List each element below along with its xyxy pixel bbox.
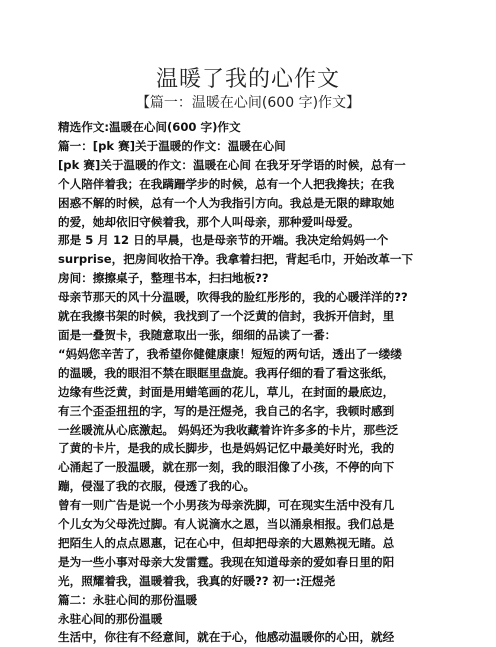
text-line: 个儿女为父母洗过脚。有人说滴水之恩，当以涌泉相报。我们总是: [58, 517, 395, 532]
text-line: 的爱，她却依旧守候着我，那个人叫母亲，那种爱叫母爱。: [58, 214, 360, 229]
document-subtitle: 【篇一：温暖在心间(600 字)作文】: [135, 95, 361, 111]
text-line: 精选作文:温暖在心间(600 字)作文: [58, 120, 241, 134]
text-line: 心涌起了一股温暖，就在那一刻，我的眼泪像了小孩，不停的向下: [58, 460, 395, 475]
text-line: 永驻心间的那份温暖: [58, 611, 163, 626]
text-line: 母亲节那天的风十分温暖，吹得我的脸红彤彤的，我的心暖洋洋的??: [58, 290, 408, 305]
text-line: 房间：擦擦桌子，整理书本，扫扫地板??: [58, 271, 269, 286]
text-line: “妈妈您辛苦了，我希望你健健康康！短短的两句话，透出了一缕缕: [58, 346, 402, 361]
text-line: 那是 5 月 12 日的早晨，也是母亲节的开端。我决定给妈妈一个: [58, 233, 389, 248]
document-title: 温暖了我的心作文: [155, 67, 340, 92]
text-line: 蹦，侵湿了我的衣服，侵透了我的心。: [58, 479, 256, 494]
text-line: 把陌生人的点点恩惠，记在心中，但却把母亲的大恩熟视无睹。总: [58, 535, 395, 550]
text-line: 篇二：永驻心间的那份温暖: [58, 592, 198, 607]
document-body: [58, 118, 440, 647]
text-line: 了黄的卡片，是我的成长脚步，也是妈妈记忆中最美好时光，我的: [58, 441, 395, 456]
text-line: surprise，把房间收拾干净。我拿着扫把，背起毛巾，开始改革一下: [58, 252, 414, 267]
text-line: 光，照耀着我，温暖着我，我真的好暖?? 初一:汪煜尧: [58, 573, 336, 588]
text-line: 就在我擦书架的时候，我找到了一个泛黄的信封，我拆开信封，里: [58, 309, 395, 324]
text-line: 边缘有些泛黄，封面是用蜡笔画的花儿，草儿，在封面的最底边，: [58, 384, 395, 399]
text-line: 的温暖，我的眼泪不禁在眼眶里盘旋。我再仔细的看了看这张纸，: [58, 365, 395, 380]
text-line: 是为一些小事对母亲大发雷霆。我现在知道母亲的爱如春日里的阳: [58, 554, 395, 569]
text-line: 生活中，你往有不经意间，就在于心，他感动温暖你的心田，就经: [58, 630, 395, 645]
text-line: 篇一：[pk 赛]关于温暖的作文：温暖在心间: [58, 138, 286, 153]
text-line: 曾有一则广告是说一个小男孩为母亲洗脚，可在现实生活中没有几: [58, 498, 395, 513]
text-line: [pk 赛]关于温暖的作文：温暖在心间 在我牙牙学语的时候，总有一: [58, 157, 406, 172]
text-line: 一丝暖流从心底激起。 妈妈还为我收藏着许许多多的卡片，那些泛: [58, 422, 399, 437]
text-line: 困惑不解的时候，总有一个人为我指引方向。我总是无限的肆取她: [58, 195, 395, 210]
text-line: 个人陪伴着我；在我蹒跚学步的时候，总有一个人把我搀扶；在我: [58, 176, 395, 191]
text-line: 面是一叠贺卡，我随意取出一张，细细的品读了一番：: [58, 327, 337, 342]
text-line: 有三个歪歪扭扭的字，写的是汪煜尧，我自己的名字，我顿时感到: [58, 403, 395, 418]
